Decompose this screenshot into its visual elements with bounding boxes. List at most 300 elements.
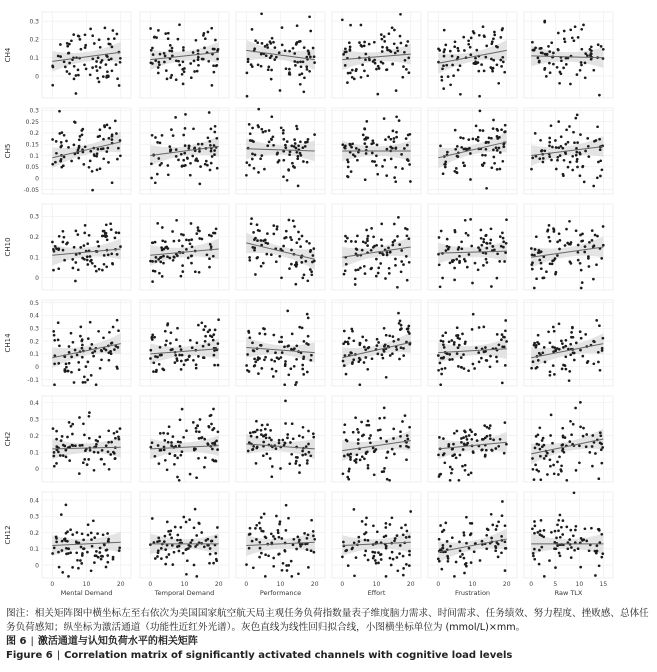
data-point [469,53,472,56]
data-point [369,434,372,437]
data-point [438,263,441,266]
data-point [363,70,366,73]
data-point [455,167,458,170]
data-point [193,70,196,73]
data-point [90,343,93,346]
data-point [150,177,153,180]
data-point [391,352,394,355]
data-point [448,358,451,361]
data-point [62,230,65,233]
data-point [560,526,563,529]
data-point [107,43,110,46]
data-point [349,46,352,49]
data-point [98,81,101,84]
data-point [496,525,499,528]
data-point [296,128,299,131]
data-point [52,455,55,458]
data-point [492,67,495,70]
data-point [486,435,489,438]
y-tick-label: 0.2 [29,432,39,440]
data-point [102,75,105,78]
data-point [67,547,70,550]
data-point [569,420,572,423]
data-point [568,370,571,373]
data-point [553,547,556,550]
data-point [254,237,257,240]
data-point [363,45,366,48]
data-point [390,50,393,53]
data-point [278,255,281,258]
data-point [375,258,378,261]
data-point [485,247,488,250]
data-point [309,359,312,362]
data-point [465,562,468,565]
data-point [99,66,102,69]
data-point [163,449,166,452]
data-point [537,57,540,60]
data-point [364,242,367,245]
data-point [351,548,354,551]
data-point [301,327,304,330]
y-tick-label: 0.5 [29,299,39,307]
data-point [81,444,84,447]
data-point [371,139,374,142]
data-point [597,161,600,164]
data-point [467,234,470,237]
data-point [105,444,108,447]
data-point [479,110,482,113]
data-point [184,359,187,362]
data-point [196,160,199,163]
data-point [206,164,209,167]
data-point [61,571,64,574]
data-point [79,559,82,562]
data-point [278,442,281,445]
data-point [294,383,297,386]
data-point [254,527,257,530]
data-point [363,554,366,557]
data-point [386,254,389,257]
data-point [471,328,474,331]
data-point [288,68,291,71]
data-point [575,229,578,232]
data-point [297,185,300,188]
data-point [76,354,79,357]
data-point [393,223,396,226]
data-point [86,242,89,245]
data-point [552,450,555,453]
data-point [169,76,172,79]
panel-ch5-0 [42,108,131,194]
data-point [467,369,470,372]
data-point [78,145,81,148]
data-point [272,375,275,378]
data-point [408,554,411,557]
data-point [181,270,184,273]
data-point [168,553,171,556]
data-point [558,552,561,555]
data-point [555,146,558,149]
data-point [532,552,535,555]
data-point [116,430,119,433]
data-point [548,144,551,147]
data-point [212,232,215,235]
data-point [534,248,537,251]
data-point [392,437,395,440]
data-point [598,528,601,531]
data-point [380,223,383,226]
data-point [95,555,98,558]
data-point [344,341,347,344]
data-point [301,454,304,457]
data-point [93,451,96,454]
data-point [189,174,192,177]
data-point [485,449,488,452]
data-point [301,364,304,367]
data-point [166,247,169,250]
data-point [256,429,259,432]
data-point [53,383,56,386]
data-point [306,279,309,282]
data-point [98,268,101,271]
data-point [457,49,460,52]
data-point [111,133,114,136]
data-point [186,559,189,562]
data-point [539,455,542,458]
data-point [365,152,368,155]
data-point [402,354,405,357]
data-point [387,136,390,139]
data-point [102,336,105,339]
data-point [212,339,215,342]
data-point [53,465,56,468]
data-point [388,32,391,35]
data-point [564,436,567,439]
x-tick-label: 0 [340,581,345,588]
data-point [484,56,487,59]
data-point [251,158,254,161]
data-point [364,523,367,526]
data-point [257,63,260,66]
data-point [570,433,573,436]
data-point [438,560,441,563]
data-point [395,89,398,92]
data-point [186,157,189,160]
data-point [275,515,278,518]
data-point [176,327,179,330]
data-point [448,353,451,356]
data-point [442,64,445,67]
data-point [565,63,568,66]
data-point [213,131,216,134]
data-point [264,433,267,436]
data-point [366,237,369,240]
data-point [82,538,85,541]
data-point [458,261,461,264]
panel-ch12-5 [524,491,613,578]
data-point [343,330,346,333]
data-point [480,449,483,452]
data-point [298,238,301,241]
data-point [119,154,122,157]
data-point [546,473,549,476]
data-point [292,219,295,222]
data-point [86,463,89,466]
data-point [113,452,116,455]
data-point [592,69,595,72]
y-tick-label: 0.3 [29,325,39,333]
data-point [196,424,199,427]
data-point [351,69,354,72]
data-point [466,438,469,441]
data-point [158,462,161,465]
data-point [364,539,367,542]
data-point [397,312,400,315]
data-point [585,433,588,436]
data-point [248,533,251,536]
data-point [376,173,379,176]
data-point [181,408,184,411]
data-point [364,58,367,61]
data-point [395,147,398,150]
data-point [185,548,188,551]
data-point [502,61,505,64]
data-point [477,246,480,249]
data-point [404,414,407,417]
data-point [579,566,582,569]
data-point [191,155,194,158]
data-point [489,239,492,242]
data-point [446,151,449,154]
data-point [162,262,165,265]
data-point [161,226,164,229]
data-point [563,38,566,41]
data-point [361,249,364,252]
data-point [113,348,116,351]
data-point [279,520,282,523]
data-point [282,138,285,141]
data-point [350,146,353,149]
data-point [599,431,602,434]
data-point [578,461,581,464]
data-point [195,363,198,366]
data-point [286,569,289,572]
data-point [210,128,213,131]
data-point [550,124,553,127]
panel-ch12-1 [140,492,229,578]
data-point [440,568,443,571]
data-point [208,140,211,143]
data-point [87,337,90,340]
data-point [361,63,364,66]
data-point [349,48,352,51]
data-point [583,181,586,184]
data-point [170,148,173,151]
data-point [269,429,272,432]
data-point [373,160,376,163]
data-point [190,222,193,225]
data-point [490,285,493,288]
data-point [281,26,284,29]
data-point [74,280,77,283]
data-point [102,138,105,141]
data-point [490,227,493,230]
data-point [406,438,409,441]
data-point [474,433,477,436]
data-point [449,479,452,482]
data-point [347,176,350,179]
data-point [584,76,587,79]
data-point [107,38,110,41]
data-point [504,547,507,550]
data-point [557,473,560,476]
data-point [182,49,185,52]
y-tick-label: 0.1 [29,55,39,63]
data-point [77,361,80,364]
data-point [264,428,267,431]
data-point [444,522,447,525]
data-point [579,133,582,136]
data-point [70,371,73,374]
data-point [78,472,81,475]
data-point [203,438,206,441]
data-point [101,269,104,272]
data-point [216,448,219,451]
data-point [282,132,285,135]
data-point [581,239,584,242]
data-point [543,346,546,349]
data-point [151,280,154,283]
data-point [392,558,395,561]
data-point [538,259,541,262]
data-point [108,331,111,334]
data-point [488,137,491,140]
data-point [384,343,387,346]
data-point [290,263,293,266]
data-point [385,522,388,525]
data-point [65,140,68,143]
data-point [409,510,412,513]
data-point [359,342,362,345]
data-point [343,431,346,434]
data-point [596,125,599,128]
data-point [546,230,549,233]
data-point [272,557,275,560]
data-point [163,52,166,55]
data-point [460,247,463,250]
data-point [216,167,219,170]
data-point [303,273,306,276]
data-point [66,45,69,48]
data-point [342,472,345,475]
data-point [208,343,211,346]
data-point [596,550,599,553]
data-point [453,279,456,282]
data-point [150,162,153,165]
data-point [562,173,565,176]
data-point [531,41,534,44]
data-point [538,251,541,254]
data-point [217,342,220,345]
data-point [377,551,380,554]
data-point [344,147,347,150]
data-point [358,540,361,543]
data-point [101,59,104,62]
data-point [542,161,545,164]
data-point [485,547,488,550]
data-point [443,51,446,54]
data-point [449,545,452,548]
data-point [57,321,60,324]
data-point [561,342,564,345]
data-point [266,423,269,426]
data-point [59,55,62,58]
data-point [376,344,379,347]
data-point [455,258,458,261]
data-point [536,366,539,369]
data-point [455,456,458,459]
data-point [393,140,396,143]
data-point [295,241,298,244]
row-label-ch10: CH10 [4,237,12,257]
data-point [463,430,466,433]
data-point [577,547,580,550]
data-point [557,529,560,532]
data-point [579,174,582,177]
data-point [312,535,315,538]
data-point [595,263,598,266]
data-point [179,454,182,457]
data-point [83,458,86,461]
data-point [563,451,566,454]
data-point [391,26,394,29]
data-point [558,322,561,325]
data-point [531,527,534,530]
data-point [86,263,89,266]
data-point [495,528,498,531]
data-point [103,126,106,129]
data-point [560,135,563,138]
data-point [443,48,446,51]
data-point [559,468,562,471]
data-point [216,526,219,529]
data-point [289,367,292,370]
data-point [209,144,212,147]
data-point [89,150,92,153]
data-point [292,437,295,440]
data-point [346,341,349,344]
data-point [104,27,107,30]
data-point [480,244,483,247]
data-point [545,455,548,458]
data-point [579,401,582,404]
data-point [77,74,80,77]
data-point [213,71,216,74]
data-point [569,353,572,356]
data-point [285,529,288,532]
data-point [278,553,281,556]
data-point [302,60,305,63]
data-point [306,161,309,164]
data-point [406,144,409,147]
data-point [198,183,201,186]
data-point [398,552,401,555]
data-point [355,247,358,250]
data-point [95,550,98,553]
data-point [272,144,275,147]
data-point [447,75,450,78]
data-point [255,524,258,527]
